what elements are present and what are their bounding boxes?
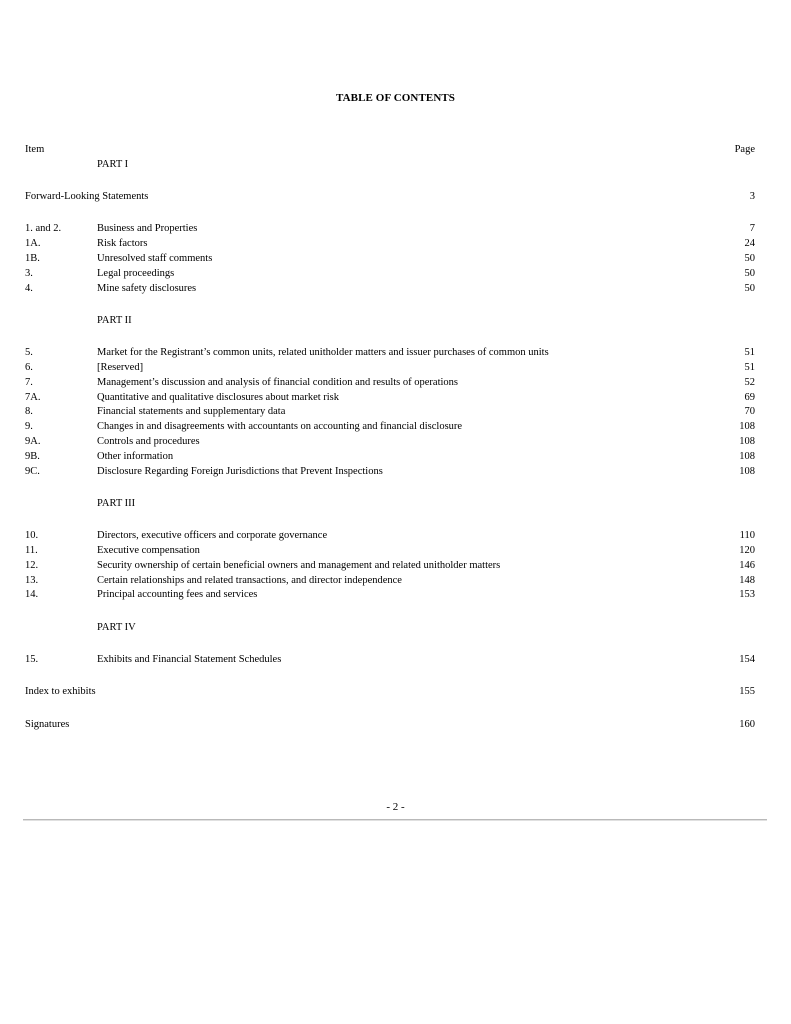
entry-item-number: 12. [25,559,39,571]
toc-entry-forward-looking[interactable] [25,190,755,205]
page-number: - 2 - [386,801,405,813]
part-2-items [25,346,755,479]
entry-item-number: 13. [25,574,39,586]
toc-entry[interactable] [25,237,755,252]
entry-page: 108 [739,435,755,447]
toc-title: TABLE OF CONTENTS [335,92,456,104]
entry-item-number: 10. [25,530,39,542]
entry-item-number: 9C. [25,465,40,477]
entry-page: 154 [739,653,755,665]
entry-label[interactable]: Controls and procedures [97,435,200,447]
toc-entry[interactable] [25,252,755,267]
entry-page: 52 [744,376,755,388]
entry-page: 50 [744,267,755,279]
toc-entry[interactable] [25,346,755,361]
entry-page: 50 [744,252,755,264]
part-heading [25,314,755,329]
toc-entry[interactable] [25,376,755,391]
item-column-header: Item [25,144,45,155]
entry-label[interactable]: Changes in and disagreements with accountants on accounting and financial disclosure [97,421,463,433]
part-1-items [25,222,755,296]
entry-page: 108 [739,450,755,462]
entry-item-number: 5. [25,347,33,359]
entry-item-number: 14. [25,589,39,601]
entry-page: 155 [739,686,755,698]
toc-entry[interactable] [25,405,755,420]
part-heading [25,621,755,636]
toc-entry[interactable] [25,544,755,559]
toc-entry[interactable] [25,559,755,574]
entry-page: 50 [744,282,755,294]
entry-label[interactable]: Other information [97,450,174,462]
entry-label[interactable]: Quantitative and qualitative disclosures about market risk [97,391,340,403]
part-3-items [25,529,755,603]
entry-page: 146 [739,559,755,571]
entry-page: 120 [739,544,755,556]
entry-label[interactable]: Management’s discussion and analysis of financial condition and results of operations [97,376,459,388]
entry-label[interactable]: Unresolved staff comments [97,252,213,264]
entry-label[interactable]: Executive compensation [97,544,200,556]
entry-label[interactable]: Security ownership of certain beneficial owners and management and related unitholder matters [97,559,501,571]
entry-page: 7 [749,223,755,235]
part-2-heading: PART II [97,314,132,326]
entry-label[interactable]: Mine safety disclosures [97,282,197,294]
entry-label[interactable]: Market for the Registrant’s common units, related unitholder matters and issuer purchases of common units [97,347,549,359]
entry-page: 69 [744,391,755,403]
part-4-heading: PART IV [97,621,136,633]
toc-entry[interactable] [25,465,755,480]
part-4-items [25,653,755,668]
toc-entry[interactable] [25,435,755,450]
entry-item-number: 1A. [25,238,41,250]
entry-page: 110 [739,530,755,542]
entry-page: 51 [744,361,755,373]
entry-page: 108 [739,421,755,433]
entry-item-number: 9B. [25,450,40,462]
entry-label[interactable]: Forward-Looking Statements [25,191,149,203]
entry-page: 153 [739,589,755,601]
entry-label[interactable]: Business and Properties [97,223,198,235]
entry-label[interactable]: Principal accounting fees and services [97,589,258,601]
toc-entry[interactable] [25,574,755,589]
entry-item-number: 7. [25,376,33,388]
entry-label[interactable]: Risk factors [97,238,148,250]
toc-header-row [25,143,755,158]
part-1-heading: PART I [97,158,129,170]
entry-page: 70 [744,406,755,418]
entry-page: 3 [749,191,755,203]
entry-item-number: 15. [25,653,39,665]
page-divider [23,819,767,821]
entry-label[interactable]: Legal proceedings [97,267,175,279]
entry-item-number: 11. [25,544,38,556]
toc-entry[interactable] [25,450,755,465]
part-heading [25,158,755,173]
entry-page: 148 [739,574,755,586]
entry-page: 24 [744,238,755,250]
entry-label[interactable]: Disclosure Regarding Foreign Jurisdictions that Prevent Inspections [97,465,383,477]
toc-entry[interactable] [25,653,755,668]
part-heading [25,497,755,512]
entry-label[interactable]: Index to exhibits [25,686,96,698]
entry-item-number: 1. and 2. [25,223,62,235]
toc-entry[interactable] [25,267,755,282]
entry-item-number: 9A. [25,435,41,447]
entry-item-number: 9. [25,421,33,433]
toc-entry[interactable] [25,282,755,297]
toc-entry[interactable] [25,420,755,435]
part-3-heading: PART III [97,497,136,509]
toc-entry[interactable] [25,391,755,406]
entry-item-number: 4. [25,282,33,294]
page-column-header: Page [734,144,755,155]
entry-label[interactable]: Certain relationships and related transactions, and director independence [97,574,402,586]
entry-item-number: 3. [25,267,33,279]
entry-item-number: 8. [25,406,33,418]
toc-entry[interactable] [25,529,755,544]
toc-entry[interactable] [25,588,755,603]
entry-page: 51 [744,347,755,359]
entry-label[interactable]: [Reserved] [97,361,144,373]
entry-item-number: 6. [25,361,33,373]
entry-label[interactable]: Exhibits and Financial Statement Schedules [97,653,282,665]
entry-page: 160 [739,718,755,730]
entry-label[interactable]: Financial statements and supplementary data [97,406,286,418]
entry-label[interactable]: Signatures [25,718,70,730]
entry-label[interactable]: Directors, executive officers and corporate governance [97,530,328,542]
toc-entry[interactable] [25,361,755,376]
toc-entry-signatures[interactable] [25,718,755,733]
toc-entry-index-to-exhibits[interactable] [25,685,755,700]
entry-item-number: 1B. [25,252,40,264]
table-of-contents [25,143,755,732]
entry-item-number: 7A. [25,391,41,403]
entry-page: 108 [739,465,755,477]
toc-entry[interactable] [25,222,755,237]
